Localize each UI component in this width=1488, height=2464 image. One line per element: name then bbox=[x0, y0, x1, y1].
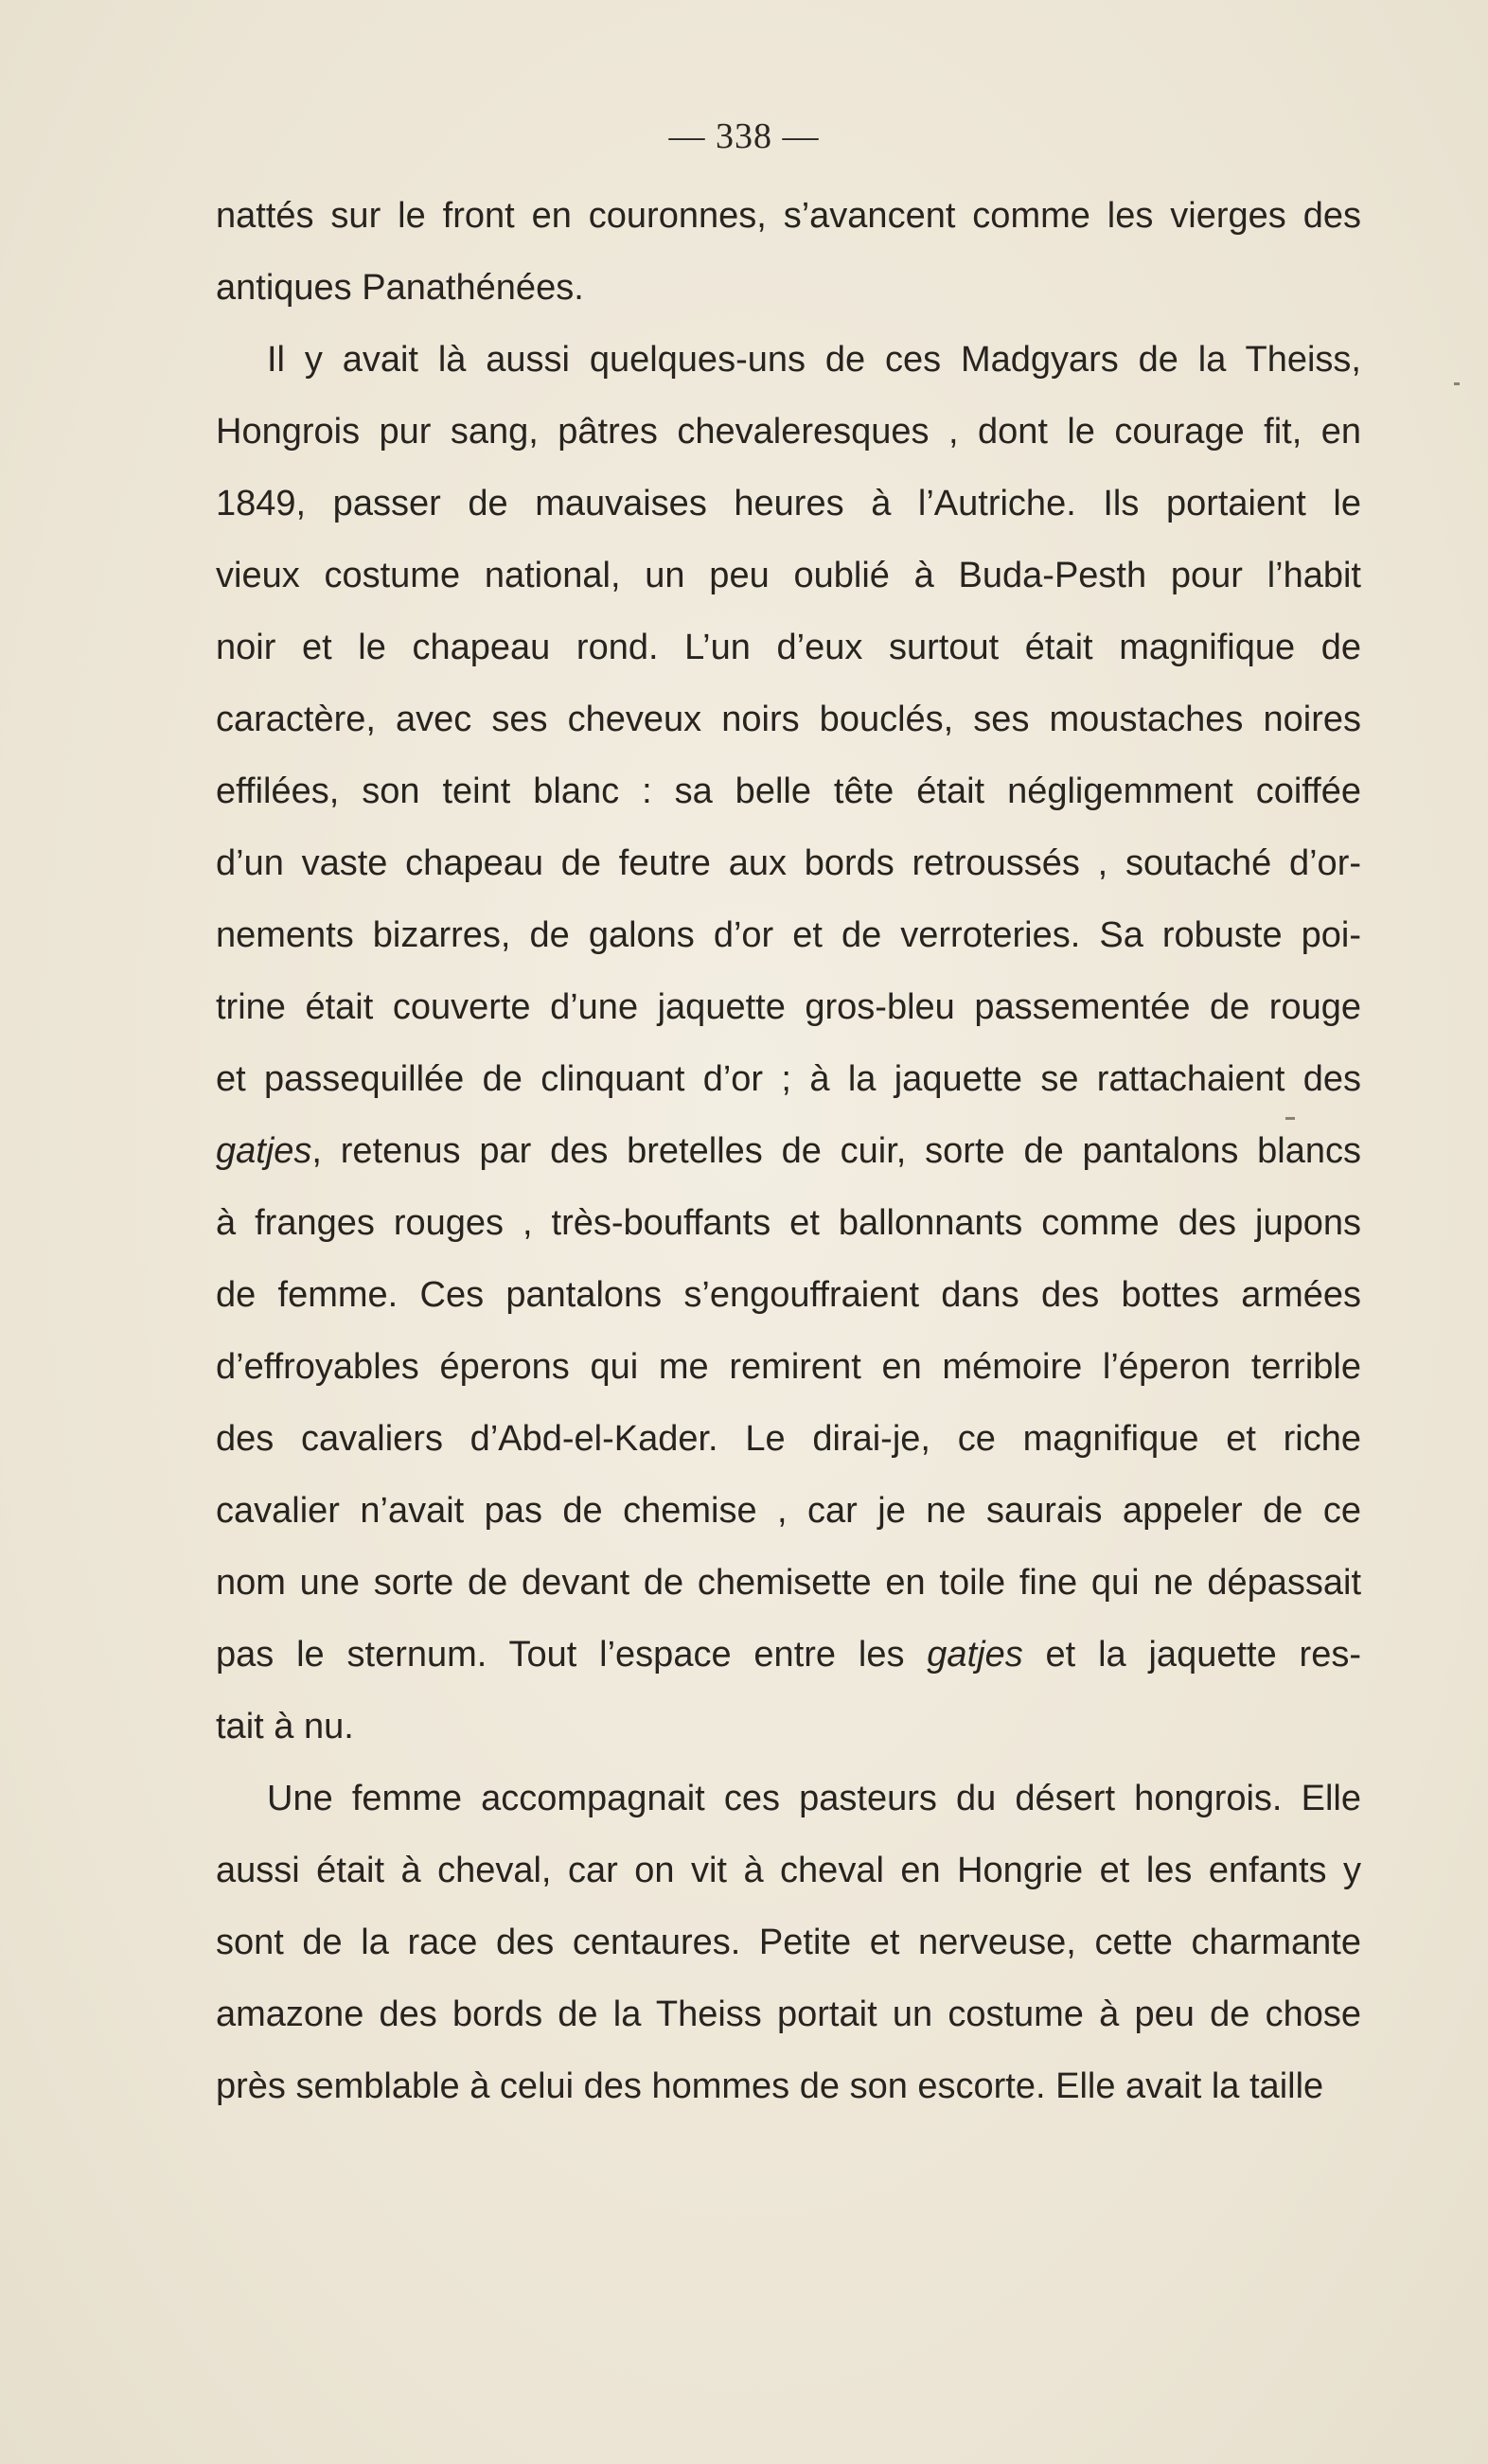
text-line bbox=[216, 612, 1361, 683]
margin-speck bbox=[1454, 382, 1460, 385]
text-segment: amazone des bords de la Theiss portait un costume à peu de chose bbox=[216, 1994, 1361, 2034]
text-line bbox=[216, 1835, 1361, 1906]
text-segment: trine était couverte d’une jaquette gros-bleu passementée de rouge bbox=[216, 987, 1361, 1027]
text-segment: sont de la race des centaures. Petite et nerveuse, cette charmante bbox=[216, 1923, 1361, 1962]
text-line bbox=[216, 1978, 1361, 2050]
text-line bbox=[216, 755, 1361, 827]
text-segment: effilées, son teint blanc : sa belle tête était négligemment coiffée bbox=[216, 771, 1361, 811]
text-line bbox=[216, 2050, 1361, 2122]
text-segment: cavalier n’avait pas de chemise , car je ne saurais appeler de ce bbox=[216, 1491, 1361, 1531]
text-segment: d’un vaste chapeau de feutre aux bords retroussés , soutaché d’or- bbox=[216, 843, 1361, 883]
text-segment: à franges rouges , très-bouffants et ballonnants comme des jupons bbox=[216, 1203, 1361, 1243]
text-line bbox=[216, 1259, 1361, 1331]
page-number: — 338 — bbox=[668, 116, 820, 156]
text-segment: caractère, avec ses cheveux noirs bouclés, ses moustaches noires bbox=[216, 700, 1361, 739]
text-line bbox=[216, 252, 1361, 324]
text-segment: nattés sur le front en couronnes, s’avancent comme les vierges des bbox=[216, 196, 1361, 236]
text-line bbox=[216, 468, 1361, 540]
text-line bbox=[216, 1691, 1361, 1763]
text-line bbox=[216, 1043, 1361, 1115]
text-line bbox=[216, 683, 1361, 755]
text-segment: de femme. Ces pantalons s’engouffraient dans des bottes armées bbox=[216, 1275, 1361, 1315]
text-segment: vieux costume national, un peu oublié à Buda-Pesth pour l’habit bbox=[216, 556, 1361, 595]
text-line bbox=[216, 1547, 1361, 1619]
margin-speck bbox=[1285, 1117, 1295, 1120]
text-line bbox=[216, 1115, 1361, 1187]
text-segment: 1849, passer de mauvaises heures à l’Autriche. Ils portaient le bbox=[216, 484, 1361, 523]
italic-word: gatjes bbox=[927, 1635, 1023, 1675]
text-line bbox=[216, 899, 1361, 971]
text-segment: nements bizarres, de galons d’or et de verroteries. Sa robuste poi- bbox=[216, 915, 1361, 955]
text-line bbox=[216, 1906, 1361, 1978]
text-line bbox=[216, 1763, 1361, 1835]
text-line bbox=[216, 1619, 1361, 1691]
italic-word: gatjes bbox=[216, 1131, 312, 1171]
text-segment: et la jaquette res- bbox=[1022, 1635, 1361, 1675]
text-line bbox=[216, 324, 1361, 396]
body-text bbox=[216, 180, 1361, 2122]
text-line bbox=[216, 1475, 1361, 1547]
text-segment: antiques Panathénées. bbox=[216, 268, 584, 308]
text-segment: , retenus par des bretelles de cuir, sorte de pantalons blancs bbox=[311, 1131, 1361, 1171]
text-segment: Hongrois pur sang, pâtres chevaleresques , dont le courage fit, en bbox=[216, 412, 1361, 452]
text-segment: près semblable à celui des hommes de son escorte. Elle avait la taille bbox=[216, 2066, 1324, 2106]
text-line bbox=[216, 396, 1361, 468]
text-segment: pas le sternum. Tout l’espace entre les bbox=[216, 1635, 928, 1675]
text-line bbox=[216, 1187, 1361, 1259]
text-segment: nom une sorte de devant de chemisette en toile fine qui ne dépassait bbox=[216, 1563, 1361, 1603]
text-segment: Il y avait là aussi quelques-uns de ces Madgyars de la Theiss, bbox=[267, 340, 1361, 380]
text-segment: aussi était à cheval, car on vit à cheval en Hongrie et les enfants y bbox=[216, 1851, 1361, 1890]
text-line bbox=[216, 827, 1361, 899]
text-line bbox=[216, 180, 1361, 252]
text-line bbox=[216, 1331, 1361, 1403]
text-segment: noir et le chapeau rond. L’un d’eux surtout était magnifique de bbox=[216, 628, 1361, 667]
text-line bbox=[216, 1403, 1361, 1475]
text-segment: et passequillée de clinquant d’or ; à la jaquette se rattachaient des bbox=[216, 1059, 1361, 1099]
text-line bbox=[216, 540, 1361, 612]
text-segment: Une femme accompagnait ces pasteurs du désert hongrois. Elle bbox=[267, 1779, 1361, 1818]
text-segment: des cavaliers d’Abd-el-Kader. Le dirai-je, ce magnifique et riche bbox=[216, 1419, 1361, 1459]
text-segment: d’effroyables éperons qui me remirent en mémoire l’éperon terrible bbox=[216, 1347, 1361, 1387]
text-line bbox=[216, 971, 1361, 1043]
text-segment: tait à nu. bbox=[216, 1707, 354, 1746]
